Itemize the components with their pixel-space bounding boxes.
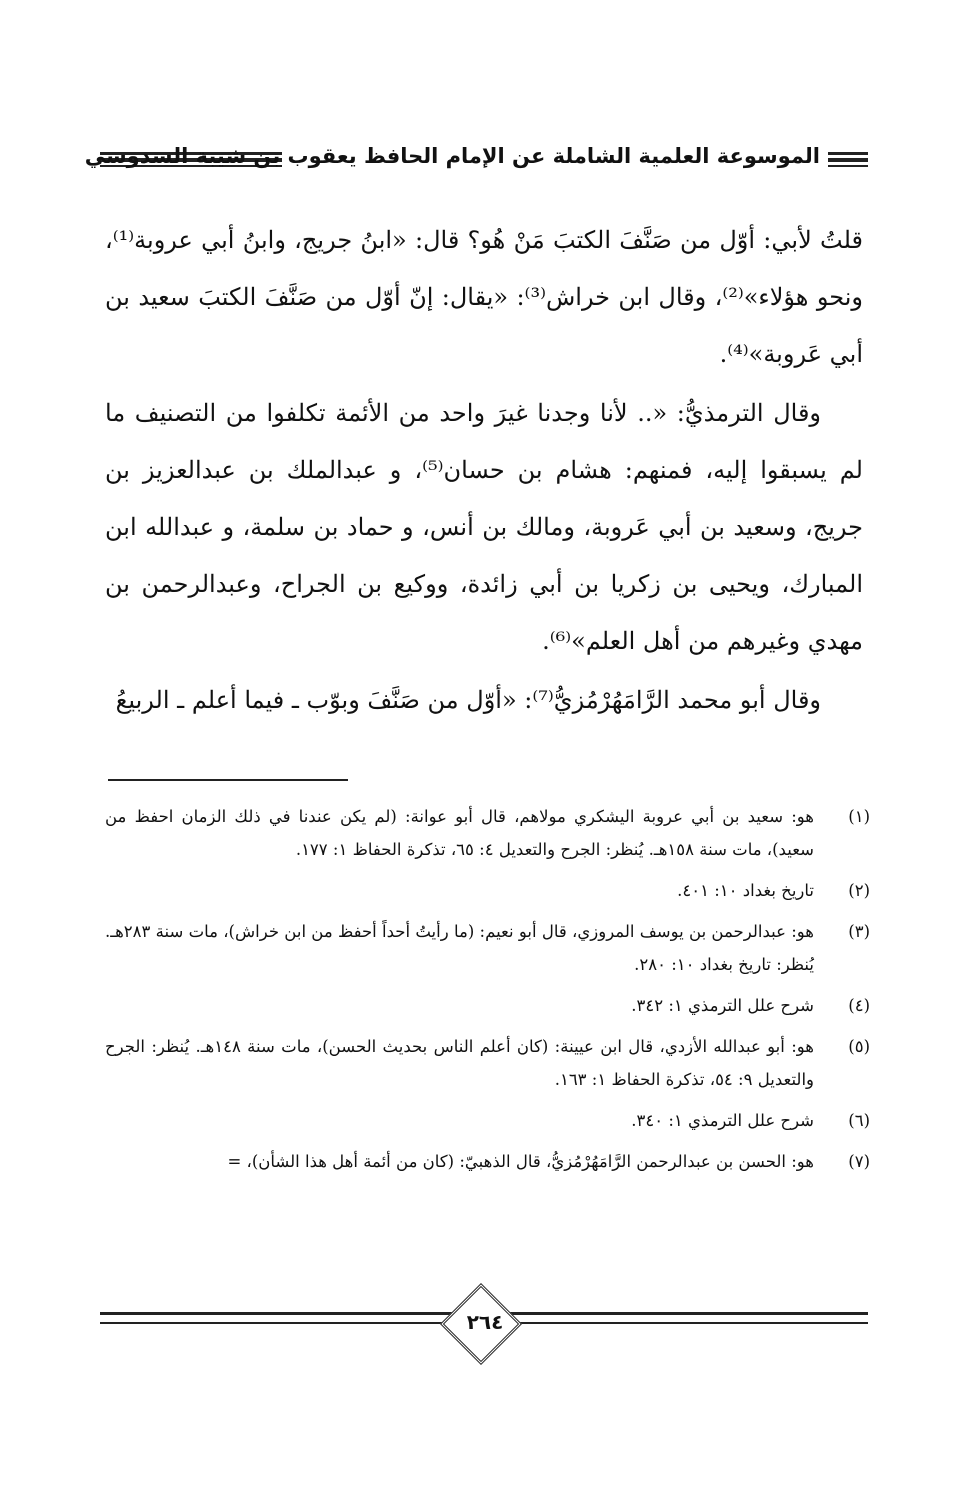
page-footer	[100, 1290, 868, 1370]
footnote-number: (١)	[848, 807, 870, 826]
page-number: ٢٦٤	[466, 1310, 504, 1334]
footnote-number: (٣)	[848, 922, 870, 941]
paragraph-2: وقال الترمذيُّ: «.. لأنا وجدنا غيرَ واحد من الأئمة تكلفوا من التصنيف ما لم يسبقوا إليه، فمنهم: هشام بن حسان⁽⁵⁾، و عبدالملك بن عبدالعزيز بن جريج، وسعيد بن أبي عَروبة، ومالك بن أنس، و حماد بن سلمة، و عبدالله ابن المبارك، ويحيى بن زكريا بن أبي زائدة، ووكيع بن الجراح، وعبدالرحمن بن مهدي وغيرهم من أهل العلم»⁽⁶⁾.	[105, 399, 863, 655]
footnotes	[105, 800, 870, 1186]
footnote-text: شرح علل الترمذي ١: ٣٤٠.	[631, 1111, 814, 1130]
footnote-4	[105, 989, 870, 1022]
footnote-7	[105, 1145, 870, 1178]
footer-rule-right-bottom	[496, 1322, 868, 1324]
footnote-text: تاريخ بغداد ١٠: ٤٠١.	[677, 881, 814, 900]
footnote-text: هو: الحسن بن عبدالرحمن الرَّامَهُرْمُزيُّ، قال الذهبيّ: (كان من أئمة أهل هذا الشأن)، =	[227, 1152, 814, 1171]
running-header	[84, 142, 868, 186]
paragraph-3: وقال أبو محمد الرَّامَهُرْمُزيُّ⁽⁷⁾: «أوّل من صَنَّفَ وبوّب ـ فيما أعلم ـ الربيعُ	[115, 686, 821, 714]
footnote-6	[105, 1104, 870, 1137]
header-rule-right	[828, 152, 868, 167]
footnote-text: هو: عبدالرحمن بن يوسف المروزي، قال أبو نعيم: (ما رأيتُ أحداً أحفظ من ابن خراش)، مات سنة ٢٨٣هـ. يُنظر: تاريخ بغداد ١٠: ٢٨٠.	[105, 922, 814, 974]
footnote-number: (٤)	[848, 996, 870, 1015]
footer-rule-left-top	[100, 1312, 468, 1315]
footnote-2	[105, 874, 870, 907]
footnote-text: هو: سعيد بن أبي عروبة اليشكري مولاهم، قال أبو عوانة: (لم يكن عندنا في ذلك الزمان احفظ من سعيد)، مات سنة ١٥٨هـ. يُنظر: الجرح والتعديل ٤: ٦٥، تذكرة الحفاظ ١: ١٧٧.	[105, 807, 814, 859]
header-title: الموسوعة العلمية الشاملة عن الإمام الحافظ يعقوب بن شيبة السدوسي	[84, 144, 820, 168]
footnote-number: (٧)	[848, 1152, 870, 1171]
footer-rule-right-top	[496, 1312, 868, 1315]
footnote-3	[105, 915, 870, 981]
footnote-5	[105, 1030, 870, 1096]
footnote-number: (٦)	[848, 1111, 870, 1130]
footnote-text: هو: أبو عبدالله الأزدي، قال ابن عيينة: (كان أعلم الناس بحديث الحسن)، مات سنة ١٤٨هـ. يُنظر: الجرح والتعديل ٩: ٥٤، تذكرة الحفاظ ١: ١٦٣.	[105, 1037, 814, 1089]
footnote-text: شرح علل الترمذي ١: ٣٤٢.	[631, 996, 814, 1015]
footnote-1	[105, 800, 870, 866]
footer-rule-left-bottom	[100, 1322, 468, 1324]
main-text	[105, 212, 863, 731]
footnote-number: (٥)	[848, 1037, 870, 1056]
footnote-separator	[108, 779, 348, 781]
paragraph-1: قلتُ لأبي: أوّل من صَنَّفَ الكتبَ مَنْ هُو؟ قال: «ابنُ جريج، وابنُ أبي عروبة⁽¹⁾، ونحو هؤلاء»⁽²⁾، وقال ابن خراش⁽³⁾: «يقال: إنّ أوّل من صَنَّفَ الكتبَ سعيد بن أبي عَروبة»⁽⁴⁾.	[105, 226, 863, 368]
footnote-number: (٢)	[848, 881, 870, 900]
